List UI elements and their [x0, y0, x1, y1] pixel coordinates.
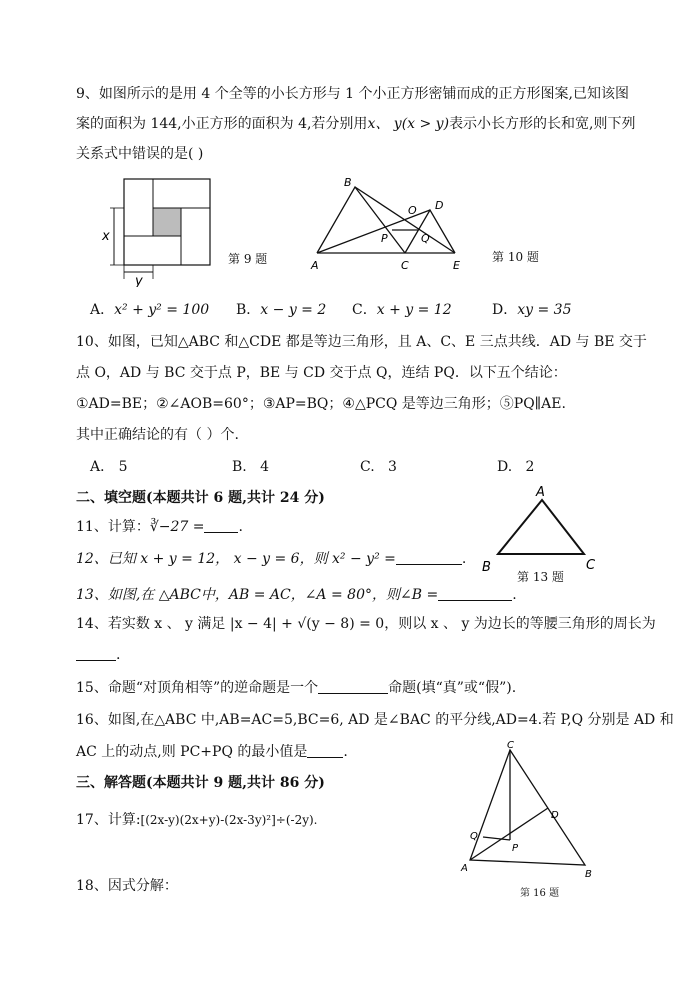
- q10-line1: 10、如图，已知△ABC 和△CDE 都是等边三角形，且 A、C、E 三点共线．AD 与 BE 交于: [76, 334, 647, 350]
- q9-caption: 第 9 题: [228, 252, 268, 266]
- q13-suffix: .: [512, 587, 517, 603]
- q10-option-a-letter: A．: [90, 459, 115, 475]
- q16-label-A: A: [461, 863, 468, 874]
- q10-triangle-abc: [317, 187, 405, 253]
- q11-suffix: .: [238, 519, 243, 535]
- q14-answer-blank[interactable]: [76, 646, 116, 661]
- q9-option-c: [352, 300, 452, 320]
- q9-option-a: [90, 300, 209, 320]
- q10-label-E: E: [453, 259, 460, 272]
- section3-title: 三、解答题(本题共计 9 题,共计 86 分): [76, 775, 325, 791]
- q15: [76, 678, 516, 698]
- q10-label-C: C: [401, 259, 409, 272]
- q9-rect-right: [181, 208, 210, 265]
- q9-line2-end: 表示小长方形的长和宽,则下列: [449, 116, 636, 132]
- q9-rect-bottom: [124, 236, 181, 265]
- q10-figure: [305, 172, 485, 272]
- q13-figure: [478, 482, 600, 574]
- q9-label-y: y: [135, 274, 143, 287]
- q13-text: 13、如图,在 △ABC中，AB = AC，∠A = 80°，则∠B =: [76, 587, 439, 603]
- q10-option-d: [497, 457, 534, 477]
- q9-line3: 关系式中错误的是( ): [76, 146, 204, 162]
- q14-line1: 14、若实数 x 、 y 满足 |x − 4| + √(y − 8) = 0，则以 x 、 y 为边长的等腰三角形的周长为: [76, 616, 656, 632]
- q16-line2: [76, 742, 348, 762]
- q10-line4: 其中正确结论的有（ ）个.: [76, 427, 239, 443]
- q16-line1: 16、如图,在△ABC 中,AB=AC=5,BC=6, AD 是∠BAC 的平分线,AD=4.若 P,Q 分别是 AD 和: [76, 712, 674, 728]
- q13-caption: 第 13 题: [517, 570, 564, 584]
- q15-answer-blank[interactable]: [318, 679, 388, 694]
- q13: [76, 585, 517, 605]
- q16-suffix: .: [343, 744, 348, 760]
- q10-option-c-letter: C.: [360, 459, 375, 475]
- q9-option-c-letter: C．: [352, 302, 377, 318]
- q10-option-c: [360, 457, 397, 477]
- q10-label-A: A: [311, 259, 319, 272]
- q10-line2: 点 O，AD 与 BC 交于点 P，BE 与 CD 交于点 Q，连结 PQ．以下五个结论：: [76, 365, 567, 381]
- q12-text: 12、已知 x + y = 12， x − y = 6，则 x² − y² =: [76, 551, 396, 567]
- q13-label-C: C: [586, 558, 596, 573]
- q10-option-a: [90, 457, 128, 477]
- q16-label-C: C: [507, 740, 514, 751]
- q9-line1: 9、如图所示的是用 4 个全等的小长方形与 1 个小正方形密铺而成的正方形图案,已知该图: [76, 86, 629, 102]
- q16-line-pq: [483, 837, 510, 840]
- q10-option-d-letter: D.: [497, 459, 513, 475]
- q10-option-d-text: 2: [525, 459, 535, 475]
- q10-option-b-text: 4: [260, 459, 270, 475]
- q16-line-ad: [470, 808, 548, 860]
- q15-text: 15、命题“对顶角相等”的逆命题是一个: [76, 680, 319, 696]
- q10-label-Q: Q: [421, 232, 430, 245]
- q9-option-a-text: x² + y² = 100: [114, 302, 210, 318]
- q17-prefix: 17、计算:: [76, 812, 141, 828]
- q10-label-D: D: [435, 199, 444, 212]
- q10-label-B: B: [344, 176, 352, 189]
- q13-triangle: [498, 500, 584, 554]
- q10-caption: 第 10 题: [492, 250, 539, 264]
- q9-figure: [100, 175, 220, 287]
- q10-label-P: P: [381, 232, 388, 245]
- q16-label-B: B: [585, 869, 592, 880]
- q9-line2-text: 案的面积为 144,小正方形的面积为 4,若分别用: [76, 116, 368, 132]
- q11-expr: ∛−27 =: [149, 519, 205, 535]
- q17: [76, 810, 317, 830]
- q11-answer-blank[interactable]: [204, 518, 238, 533]
- q9-rect-left: [124, 179, 153, 236]
- q10-line3: ①AD=BE；②∠AOB=60°；③AP=BQ；④△PCQ 是等边三角形；⑤PQ∥AE.: [76, 396, 566, 412]
- q14-suffix: .: [116, 647, 121, 663]
- q16-label-D: D: [551, 810, 559, 821]
- q9-option-c-text: x + y = 12: [376, 302, 452, 318]
- q9-option-b: [236, 300, 326, 320]
- q9-variables: x、 y(x > y): [367, 116, 450, 132]
- q13-label-B: B: [482, 560, 491, 574]
- q14-line2: [76, 645, 120, 665]
- q9-option-d-letter: D．: [492, 302, 518, 318]
- q9-rect-top: [153, 179, 210, 208]
- q13-answer-blank[interactable]: [438, 586, 512, 601]
- q16-answer-blank[interactable]: [307, 743, 343, 758]
- q18: 18、因式分解：: [76, 878, 178, 894]
- q12-answer-blank[interactable]: [396, 550, 462, 565]
- section2-title: 二、填空题(本题共计 6 题,共计 24 分): [76, 490, 325, 506]
- q12: [76, 549, 466, 569]
- q9-option-a-letter: A．: [90, 302, 115, 318]
- q16-label-Q: Q: [470, 831, 478, 842]
- q10-label-O: O: [408, 204, 417, 217]
- q9-option-b-letter: B．: [236, 302, 261, 318]
- q12-suffix: .: [461, 551, 467, 567]
- q10-option-c-text: 3: [388, 459, 397, 475]
- q10-option-b-letter: B.: [232, 459, 247, 475]
- q9-option-d-text: xy = 35: [517, 302, 572, 318]
- q11-prefix: 11、计算：: [76, 519, 150, 535]
- q17-expr: [(2x-y)(2x+y)-(2x-3y)²]÷(-2y).: [140, 813, 318, 827]
- q16-figure: [455, 738, 605, 883]
- q16-caption: 第 16 题: [520, 888, 560, 899]
- q15-text2: 命题(填“真”或“假”).: [388, 680, 517, 696]
- q10-option-b: [232, 457, 269, 477]
- q9-inner-square: [153, 208, 181, 236]
- q13-label-A: A: [536, 485, 545, 500]
- q11: [76, 517, 243, 537]
- q9-option-d: [492, 300, 571, 320]
- q10-line-be: [355, 187, 455, 253]
- q9-line2: [76, 114, 636, 134]
- q16-line2-text: AC 上的动点,则 PC+PQ 的最小值是: [76, 744, 308, 760]
- q9-label-x: x: [102, 229, 110, 244]
- q16-label-P: P: [512, 843, 519, 854]
- q9-option-b-text: x − y = 2: [260, 302, 327, 318]
- q10-option-a-text: 5: [118, 459, 128, 475]
